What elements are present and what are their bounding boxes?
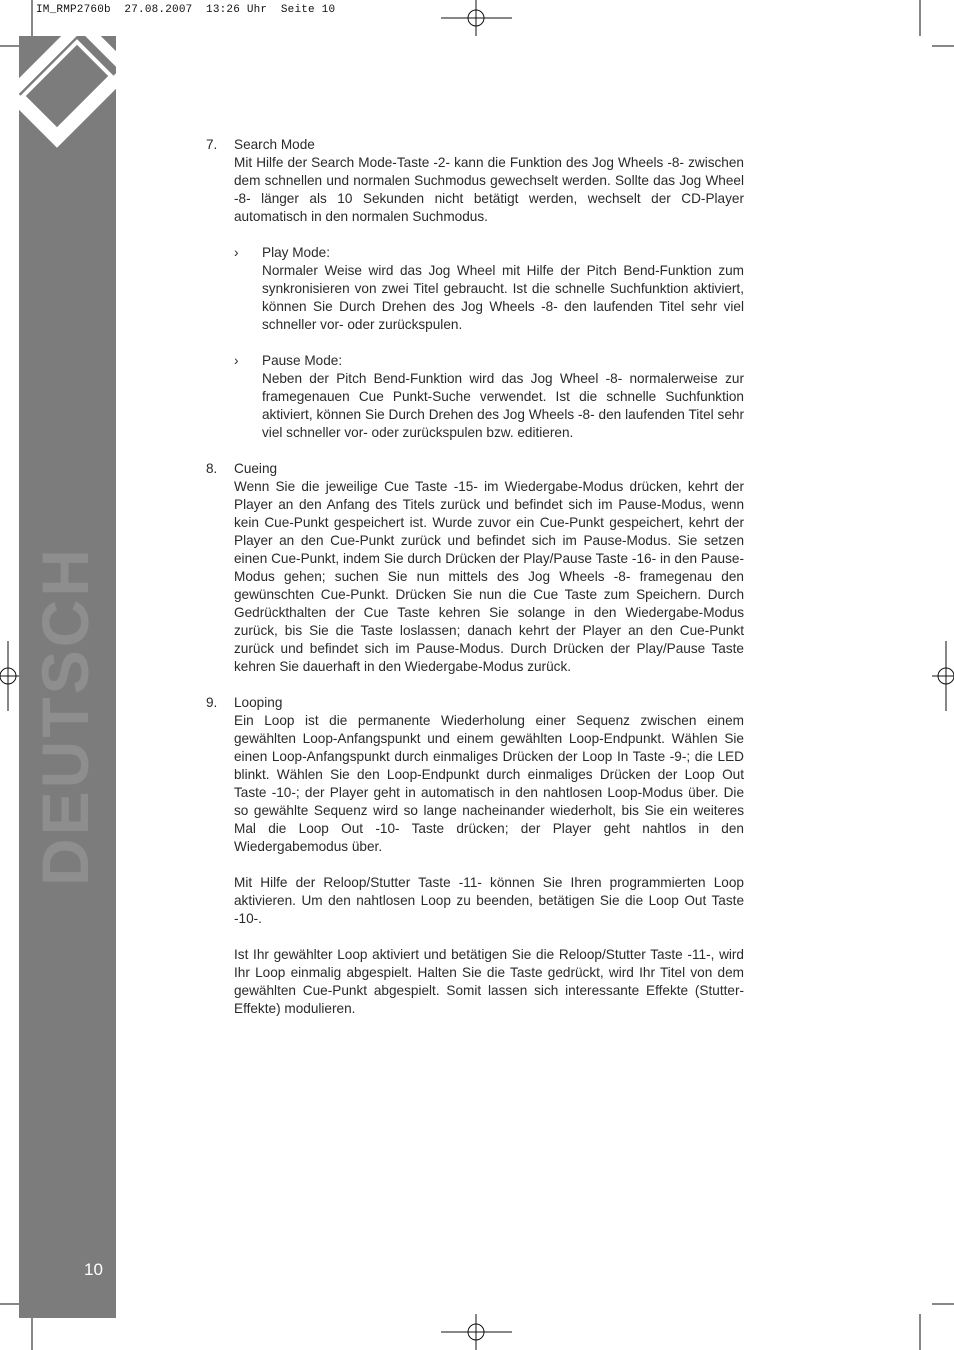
section-paragraph: Mit Hilfe der Reloop/Stutter Taste -11- können Sie Ihren programmierten Loop aktivieren. Um den nahtlosen Loop zu beenden, betätigen Sie die Loop Out Taste -10-. xyxy=(234,875,744,926)
registration-mark-top xyxy=(441,0,512,36)
bullet-chevron-icon: › xyxy=(234,353,239,368)
section-paragraph: Ist Ihr gewählter Loop aktiviert und betätigen Sie die Reloop/Stutter Taste -11-, wird Ihr Loop einmalig abgespielt. Halten Sie die Taste gedrückt, wird Ihr Titel von dem gewählten Cue-Punkt abgespielt. Somit lassen sich interessante Effekte (Stutter-Effekte) modulieren. xyxy=(234,947,744,1016)
section-looping xyxy=(206,694,744,1018)
section-paragraph: Ein Loop ist die permanente Wiederholung einer Sequenz zwischen einem gewählten Loop-Anfangspunkt und einem gewählten Loop-Endpunkt. Wählen Sie einen Loop-Anfangspunkt durch einmaliges Drücken der Loop In Taste -9-; die LED blinkt. Wählen Sie den Loop-Endpunkt durch einmaliges Drücken der Loop Out Taste -10-; der Player geht in automatisch in den nahtlosen Loop-Modus über. Die so gewählte Sequenz wird so lange nacheinander wiederholt, bis Sie ein weiteres Mal die Loop Out -10- Taste drücken; der Player geht nahtlos in den Wiedergabemodus über. xyxy=(234,713,744,854)
brand-logo-icon xyxy=(19,36,116,161)
section-title: Looping xyxy=(234,695,283,710)
section-cueing xyxy=(206,460,744,676)
subitem-title: Pause Mode: xyxy=(262,353,343,368)
subitem-title: Play Mode: xyxy=(262,245,331,260)
section-title: Cueing xyxy=(234,461,278,476)
language-sidebar xyxy=(19,36,116,1318)
section-number: 9. xyxy=(206,695,218,710)
subitem-play-mode xyxy=(234,244,744,334)
main-content xyxy=(206,136,744,1018)
registration-mark-bottom xyxy=(441,1314,512,1350)
section-title: Search Mode xyxy=(234,137,315,152)
section-paragraph: Wenn Sie die jeweilige Cue Taste -15- im Wiedergabe-Modus drücken, kehrt der Player an den Anfang des Titels zurück und befindet sich im Pause-Modus, wenn kein Cue-Punkt gespeichert ist. Wurde zuvor ein Cue-Punkt gespeichert, kehrt der Player an den Cue-Punkt zurück und befindet sich im Pause-Modus. Sie setzen einen Cue-Punkt, indem Sie durch Drücken der Play/Pause Taste -16- in den Pause-Modus gehen; suchen Sie nun mittels des Jog Wheels -8- framegenau den gewünschten Cue-Punkt. Drücken Sie nun die Cue Taste zum Speichern. Durch Gedrückthalten der Cue Taste kehren Sie solange in den Wiedergabe-Modus zurück, bis Sie die Taste loslassen; danach kehrt der Player an den Cue-Punkt zurück und befindet sich im Pause-Modus. Durch Drücken der Play/Pause Taste kehren Sie dauerhaft in den Wiedergabe-Modus zurück. xyxy=(234,479,744,674)
page-number: 10 xyxy=(84,1260,103,1279)
section-search-mode xyxy=(206,136,744,442)
registration-mark-right xyxy=(932,641,954,711)
section-paragraph: Mit Hilfe der Search Mode-Taste -2- kann die Funktion des Jog Wheels -8- zwischen dem schnellen und normalen Suchmodus gewechselt werden. Sollte das Jog Wheel -8- länger als 10 Sekunden nicht betätigt werden, wechselt der CD-Player automatisch in den normalen Suchmodus. xyxy=(234,155,744,224)
bullet-chevron-icon: › xyxy=(234,245,239,260)
subitem-paragraph: Neben der Pitch Bend-Funktion wird das Jog Wheel -8- normalerweise zur framegenauen Cue Punkt-Suche verwendet. Ist die schnelle Suchfunktion aktiviert, können Sie Durch Drehen des Jog Wheels -8- den laufenden Titel sehr viel schneller vor- oder zurückspulen bzw. editieren. xyxy=(262,371,744,440)
print-slug: IM_RMP2760b 27.08.2007 13:26 Uhr Seite 10 xyxy=(36,4,336,16)
language-label: DEUTSCH xyxy=(28,545,102,887)
section-number: 7. xyxy=(206,137,218,152)
subitem-pause-mode xyxy=(234,352,744,442)
subitem-paragraph: Normaler Weise wird das Jog Wheel mit Hilfe der Pitch Bend-Funktion zum synkronisieren von zwei Titel gebraucht. Ist die schnelle Suchfunktion aktiviert, können Sie Durch Drehen des Jog Wheels -8- den laufenden Titel sehr viel schneller vor- oder zurückspulen. xyxy=(262,263,744,332)
section-number: 8. xyxy=(206,461,218,476)
